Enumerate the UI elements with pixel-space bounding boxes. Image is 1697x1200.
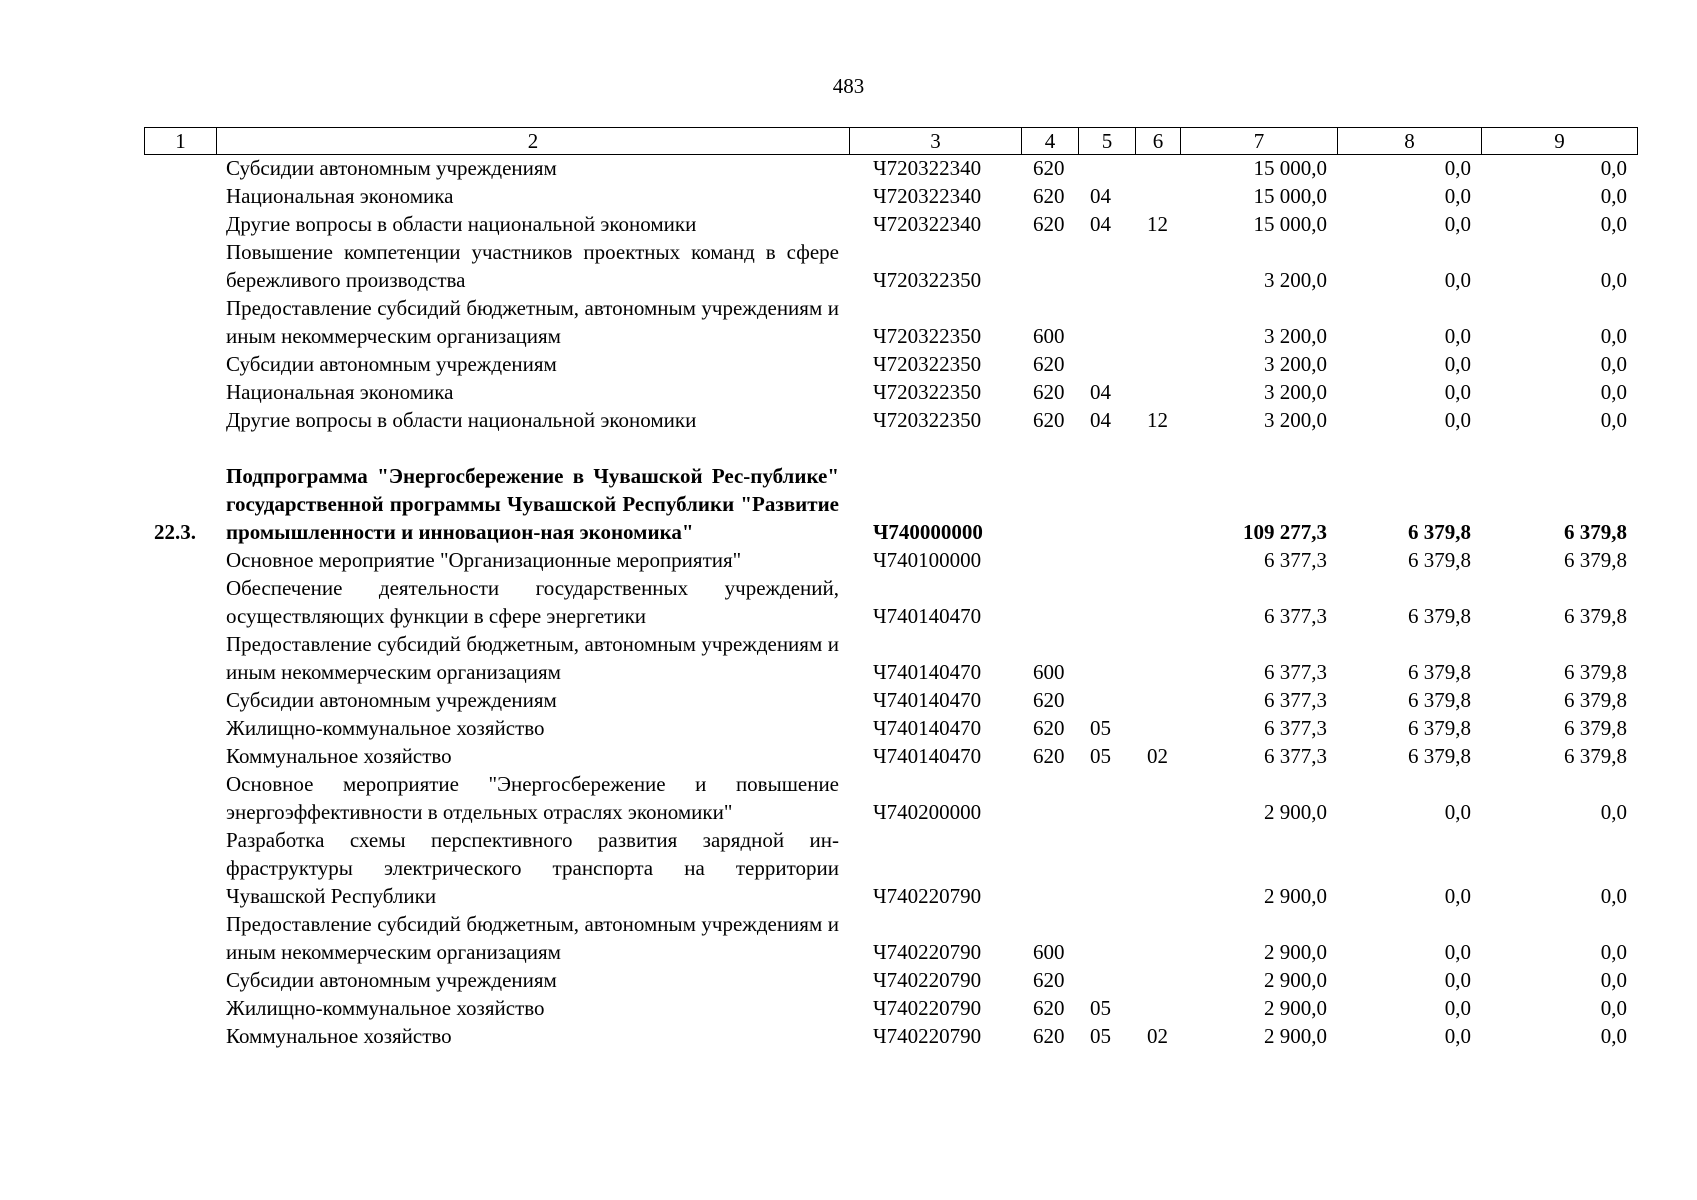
table-row (144, 350, 1637, 378)
row-value-col8: 6 379,8 (1408, 744, 1471, 768)
budget-table (144, 154, 1637, 1050)
row-number (144, 630, 216, 686)
row-value-col7: 6 377,3 (1264, 660, 1327, 684)
row-value-col7: 2 900,0 (1264, 940, 1327, 964)
row-subsection (1135, 378, 1180, 406)
row-name: Жилищно-коммунальное хозяйство (226, 716, 545, 740)
row-value-col7: 3 200,0 (1264, 352, 1327, 376)
row-subsection (1135, 686, 1180, 714)
row-value-col8: 0,0 (1444, 352, 1471, 376)
row-number (144, 826, 216, 910)
row-value-col8: 0,0 (1444, 408, 1471, 432)
row-expense-type: 620 (1033, 968, 1065, 992)
row-number (144, 294, 216, 350)
table-row (144, 910, 1637, 966)
row-expense-type: 620 (1033, 184, 1065, 208)
row-subsection (1135, 966, 1180, 994)
row-value-col7: 6 377,3 (1264, 744, 1327, 768)
row-name: Основное мероприятие "Энергосбережение и повышение энергоэффективности в отдельных отраслях экономики" (226, 772, 839, 824)
row-value-col7: 3 200,0 (1264, 268, 1327, 292)
budget-table-body (144, 154, 1637, 1050)
row-value-col7: 6 377,3 (1264, 604, 1327, 628)
row-number (144, 378, 216, 406)
row-value-col9: 0,0 (1600, 884, 1627, 908)
row-value-col8: 0,0 (1444, 156, 1471, 180)
row-number (144, 770, 216, 826)
row-expense-type: 620 (1033, 744, 1065, 768)
row-expense-type (1021, 770, 1078, 826)
row-value-col8: 6 379,8 (1408, 604, 1471, 628)
row-name: Подпрограмма "Энергосбережение в Чувашской Рес-публике" государственной программы Чувашской Республики "Развитие промышленности и инновацион-ная экономика" (226, 464, 839, 544)
row-name: Коммунальное хозяйство (226, 744, 452, 768)
row-subsection (1135, 238, 1180, 294)
row-number (144, 350, 216, 378)
row-section: 05 (1090, 1024, 1111, 1048)
table-row (144, 574, 1637, 630)
row-section: 04 (1090, 184, 1111, 208)
row-code: Ч740220790 (873, 1024, 982, 1048)
row-value-col7: 2 900,0 (1264, 884, 1327, 908)
row-name: Предоставление субсидий бюджетным, автономным учреждениям и иным некоммерческим организациям (226, 296, 839, 348)
row-code: Ч740140470 (873, 744, 982, 768)
row-name: Субсидии автономным учреждениям (226, 688, 557, 712)
row-expense-type: 620 (1033, 352, 1065, 376)
column-header-cell: 8 (1338, 128, 1482, 155)
row-expense-type: 620 (1033, 156, 1065, 180)
row-subsection (1135, 574, 1180, 630)
row-value-col7: 3 200,0 (1264, 380, 1327, 404)
row-value-col7: 15 000,0 (1253, 212, 1327, 236)
row-value-col7: 2 900,0 (1264, 1024, 1327, 1048)
row-value-col8: 6 379,8 (1408, 716, 1471, 740)
row-code: Ч720322350 (873, 324, 982, 348)
row-subsection (1135, 154, 1180, 182)
row-expense-type: 600 (1033, 940, 1065, 964)
table-row (144, 826, 1637, 910)
row-name: Национальная экономика (226, 184, 454, 208)
row-value-col9: 0,0 (1600, 408, 1627, 432)
row-value-col7: 2 900,0 (1264, 968, 1327, 992)
table-row (144, 294, 1637, 350)
row-value-col9: 0,0 (1600, 380, 1627, 404)
row-subsection (1135, 770, 1180, 826)
row-section: 04 (1090, 212, 1111, 236)
row-number (144, 546, 216, 574)
row-subsection (1135, 182, 1180, 210)
row-name: Жилищно-коммунальное хозяйство (226, 996, 545, 1020)
row-number (144, 686, 216, 714)
row-number (144, 742, 216, 770)
row-value-col9: 6 379,8 (1564, 604, 1627, 628)
row-subsection (1135, 294, 1180, 350)
column-header-table (144, 127, 1638, 155)
row-subsection (1135, 826, 1180, 910)
row-number (144, 574, 216, 630)
row-expense-type (1021, 826, 1078, 910)
row-name: Обеспечение деятельности государственных учреждений, осуществляющих функции в сфере энергетики (226, 576, 839, 628)
row-expense-type: 620 (1033, 380, 1065, 404)
row-value-col7: 2 900,0 (1264, 800, 1327, 824)
row-code: Ч720322340 (873, 156, 982, 180)
row-name: Национальная экономика (226, 380, 454, 404)
table-row (144, 686, 1637, 714)
table-row (144, 630, 1637, 686)
row-section (1078, 294, 1135, 350)
row-value-col9: 0,0 (1600, 968, 1627, 992)
spacer-row (144, 434, 1637, 462)
row-value-col8: 0,0 (1444, 324, 1471, 348)
row-code: Ч740220790 (873, 996, 982, 1020)
row-section (1078, 462, 1135, 546)
table-row (144, 994, 1637, 1022)
row-expense-type: 620 (1033, 716, 1065, 740)
row-section (1078, 910, 1135, 966)
row-name: Основное мероприятие "Организационные мероприятия" (226, 548, 742, 572)
row-value-col7: 3 200,0 (1264, 408, 1327, 432)
row-name: Другие вопросы в области национальной экономики (226, 408, 697, 432)
page-number: 483 (832, 74, 865, 98)
row-section (1078, 238, 1135, 294)
row-value-col8: 0,0 (1444, 212, 1471, 236)
row-name: Разработка схемы перспективного развития зарядной ин-фраструктуры электрического транспорта на территории Чувашской Республики (226, 828, 839, 908)
row-code: Ч720322350 (873, 380, 982, 404)
row-expense-type: 620 (1033, 996, 1065, 1020)
row-name: Субсидии автономным учреждениям (226, 968, 557, 992)
column-header-cell: 7 (1181, 128, 1338, 155)
row-expense-type: 600 (1033, 660, 1065, 684)
row-code: Ч720322340 (873, 212, 982, 236)
table-row (144, 742, 1637, 770)
row-section (1078, 154, 1135, 182)
row-number (144, 714, 216, 742)
row-value-col9: 0,0 (1600, 212, 1627, 236)
row-subsection: 02 (1147, 1024, 1168, 1048)
column-header-cell: 4 (1022, 128, 1079, 155)
table-row (144, 406, 1637, 434)
table-row (144, 546, 1637, 574)
row-value-col8: 0,0 (1444, 1024, 1471, 1048)
row-subsection: 12 (1147, 212, 1168, 236)
column-header-cell: 1 (145, 128, 217, 155)
row-section: 04 (1090, 380, 1111, 404)
table-row (144, 770, 1637, 826)
row-section (1078, 770, 1135, 826)
row-subsection: 02 (1147, 744, 1168, 768)
row-number (144, 154, 216, 182)
table-row (144, 238, 1637, 294)
row-number (144, 966, 216, 994)
row-expense-type: 600 (1033, 324, 1065, 348)
row-code: Ч740140470 (873, 604, 982, 628)
row-code: Ч740140470 (873, 660, 982, 684)
row-value-col9: 6 379,8 (1564, 520, 1627, 544)
table-row (144, 210, 1637, 238)
row-section (1078, 826, 1135, 910)
row-code: Ч720322350 (873, 352, 982, 376)
row-section: 05 (1090, 716, 1111, 740)
row-expense-type: 620 (1033, 688, 1065, 712)
row-value-col9: 0,0 (1600, 940, 1627, 964)
row-name: Субсидии автономным учреждениям (226, 352, 557, 376)
row-code: Ч740100000 (873, 548, 982, 572)
row-section (1078, 966, 1135, 994)
row-value-col7: 6 377,3 (1264, 688, 1327, 712)
row-value-col7: 6 377,3 (1264, 548, 1327, 572)
column-header-cell: 9 (1482, 128, 1638, 155)
row-name: Другие вопросы в области национальной экономики (226, 212, 697, 236)
row-subsection (1135, 630, 1180, 686)
row-value-col7: 3 200,0 (1264, 324, 1327, 348)
row-code: Ч740220790 (873, 968, 982, 992)
row-name: Предоставление субсидий бюджетным, автономным учреждениям и иным некоммерческим организациям (226, 632, 839, 684)
row-number (144, 210, 216, 238)
row-value-col9: 6 379,8 (1564, 548, 1627, 572)
row-subsection (1135, 546, 1180, 574)
row-value-col9: 0,0 (1600, 800, 1627, 824)
row-section (1078, 350, 1135, 378)
row-value-col8: 0,0 (1444, 800, 1471, 824)
row-expense-type: 620 (1033, 1024, 1065, 1048)
row-value-col8: 0,0 (1444, 996, 1471, 1020)
column-header-cell: 6 (1136, 128, 1181, 155)
row-subsection (1135, 350, 1180, 378)
row-value-col9: 0,0 (1600, 352, 1627, 376)
row-number (144, 406, 216, 434)
row-value-col8: 0,0 (1444, 380, 1471, 404)
table-row (144, 182, 1637, 210)
row-subsection (1135, 994, 1180, 1022)
table-row (144, 966, 1637, 994)
column-header-row (145, 128, 1638, 155)
row-name: Предоставление субсидий бюджетным, автономным учреждениям и иным некоммерческим организациям (226, 912, 839, 964)
row-value-col8: 0,0 (1444, 268, 1471, 292)
column-header-cell: 3 (850, 128, 1022, 155)
row-value-col7: 15 000,0 (1253, 156, 1327, 180)
row-code: Ч740140470 (873, 688, 982, 712)
row-value-col9: 6 379,8 (1564, 660, 1627, 684)
row-section (1078, 630, 1135, 686)
table-row (144, 378, 1637, 406)
row-subsection (1135, 910, 1180, 966)
row-value-col8: 6 379,8 (1408, 660, 1471, 684)
row-expense-type: 620 (1033, 212, 1065, 236)
row-name: Повышение компетенции участников проектных команд в сфере бережливого производства (226, 240, 839, 292)
row-section: 05 (1090, 996, 1111, 1020)
row-number (144, 238, 216, 294)
row-value-col9: 0,0 (1600, 268, 1627, 292)
row-expense-type (1021, 546, 1078, 574)
row-expense-type (1021, 462, 1078, 546)
row-value-col8: 6 379,8 (1408, 688, 1471, 712)
row-value-col9: 6 379,8 (1564, 716, 1627, 740)
row-value-col9: 6 379,8 (1564, 744, 1627, 768)
row-code: Ч740220790 (873, 884, 982, 908)
row-code: Ч740140470 (873, 716, 982, 740)
row-section (1078, 574, 1135, 630)
row-value-col9: 0,0 (1600, 156, 1627, 180)
row-value-col8: 6 379,8 (1408, 548, 1471, 572)
row-code: Ч720322340 (873, 184, 982, 208)
column-header-cell: 5 (1079, 128, 1136, 155)
row-section (1078, 546, 1135, 574)
row-name: Коммунальное хозяйство (226, 1024, 452, 1048)
row-value-col8: 0,0 (1444, 184, 1471, 208)
row-value-col7: 109 277,3 (1243, 520, 1327, 544)
row-section: 04 (1090, 408, 1111, 432)
row-subsection: 12 (1147, 408, 1168, 432)
row-code: Ч740200000 (873, 800, 982, 824)
row-value-col9: 0,0 (1600, 184, 1627, 208)
table-row (144, 714, 1637, 742)
row-value-col8: 0,0 (1444, 968, 1471, 992)
row-subsection (1135, 714, 1180, 742)
table-row (144, 1022, 1637, 1050)
row-code: Ч720322350 (873, 268, 982, 292)
row-value-col9: 0,0 (1600, 996, 1627, 1020)
row-code: Ч740220790 (873, 940, 982, 964)
row-number (144, 182, 216, 210)
row-number (144, 994, 216, 1022)
row-expense-type (1021, 574, 1078, 630)
table-row (144, 154, 1637, 182)
row-value-col7: 2 900,0 (1264, 996, 1327, 1020)
row-code: Ч720322350 (873, 408, 982, 432)
row-code: Ч740000000 (873, 520, 983, 544)
row-number (144, 910, 216, 966)
column-header-cell: 2 (217, 128, 850, 155)
row-number: 22.3. (154, 520, 196, 544)
row-value-col8: 0,0 (1444, 940, 1471, 964)
row-value-col9: 0,0 (1600, 324, 1627, 348)
row-value-col8: 0,0 (1444, 884, 1471, 908)
spacer-cell (144, 434, 1637, 462)
row-value-col8: 6 379,8 (1408, 520, 1471, 544)
row-section: 05 (1090, 744, 1111, 768)
row-subsection (1135, 462, 1180, 546)
table-row (144, 462, 1637, 546)
row-value-col9: 6 379,8 (1564, 688, 1627, 712)
row-value-col9: 0,0 (1600, 1024, 1627, 1048)
row-number (144, 1022, 216, 1050)
row-expense-type (1021, 238, 1078, 294)
row-value-col7: 15 000,0 (1253, 184, 1327, 208)
row-name: Субсидии автономным учреждениям (226, 156, 557, 180)
row-expense-type: 620 (1033, 408, 1065, 432)
row-section (1078, 686, 1135, 714)
row-value-col7: 6 377,3 (1264, 716, 1327, 740)
